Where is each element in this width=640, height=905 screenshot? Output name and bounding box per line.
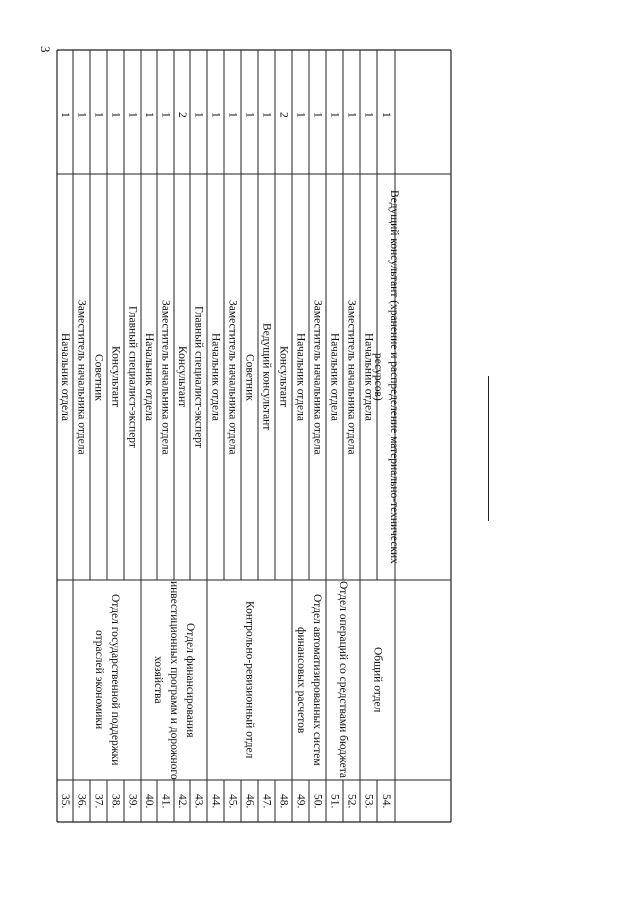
- position-title: Заместитель начальника отдела: [75, 299, 88, 455]
- position-title: Консультант: [277, 346, 290, 408]
- position-title: Советник: [243, 353, 256, 401]
- row-number: 54.: [380, 793, 392, 809]
- row-number: 35.: [59, 793, 71, 809]
- position-title: Начальник отдела: [143, 333, 155, 421]
- staff-count: 1: [328, 112, 341, 118]
- page-number: 3: [38, 46, 53, 53]
- staff-count: 1: [243, 112, 256, 118]
- department-name: Общий отдел: [371, 647, 384, 713]
- row-number: 37.: [92, 793, 105, 809]
- department-name: Отдел государственной поддержки отраслей экономики: [93, 594, 121, 766]
- department-name: Отдел автоматизированных систем финансовых расчетов: [295, 594, 323, 766]
- row-number: 41.: [159, 793, 172, 809]
- department-name: Контрольно-ревизионный отдел: [243, 601, 256, 759]
- staff-count: 1: [59, 112, 71, 118]
- row-number: 44.: [209, 793, 222, 809]
- staff-count: 1: [294, 112, 307, 118]
- position-title: Советник: [92, 353, 105, 401]
- signature-line: [488, 376, 489, 521]
- staff-count: 2: [176, 112, 188, 118]
- staff-count: 1: [226, 112, 239, 118]
- row-number: 42.: [176, 793, 188, 809]
- staff-count: 1: [143, 112, 155, 118]
- row-number: 48.: [277, 793, 290, 809]
- position-title: Начальник отдела: [209, 333, 222, 421]
- position-title: Начальник отдела: [294, 333, 307, 421]
- row-number: 51.: [328, 793, 341, 809]
- row-number: 49.: [294, 793, 307, 809]
- position-title: Ведущий консультант (хранение и распределение материально-технических ресурсов): [372, 190, 400, 564]
- staff-count: 1: [109, 112, 122, 118]
- position-title: Консультант: [109, 346, 122, 408]
- staff-count: 1: [75, 112, 88, 118]
- staff-count: 1: [192, 112, 205, 118]
- row-number: 52.: [345, 793, 358, 809]
- position-title: Заместитель начальника отдела: [311, 299, 324, 455]
- row-number: 50.: [311, 793, 324, 809]
- staff-count: 2: [277, 112, 290, 118]
- position-title: Главный специалист-эксперт: [126, 306, 139, 448]
- staff-count: 1: [260, 112, 273, 118]
- department-name: Отдел операций со средствами бюджета: [337, 581, 349, 779]
- row-number: 47.: [260, 793, 273, 809]
- row-number: 36.: [75, 793, 88, 809]
- department-name: Отдел финансирования инвестиционных программ и дорожного хозяйства: [152, 580, 196, 780]
- row-number: 38.: [109, 793, 122, 809]
- staff-count: 1: [345, 112, 358, 118]
- row-number: 39.: [126, 793, 139, 809]
- row-number: 45.: [226, 793, 239, 809]
- position-title: Ведущий консультант: [260, 323, 273, 431]
- row-number: 46.: [243, 793, 256, 809]
- position-title: Начальник отдела: [328, 333, 341, 421]
- row-number: 43.: [192, 793, 205, 809]
- staff-count: 1: [126, 112, 139, 118]
- staff-count: 1: [159, 112, 172, 118]
- position-title: Заместитель начальника отдела: [159, 299, 172, 455]
- position-title: Заместитель начальника отдела: [226, 299, 239, 455]
- position-title: Главный специалист-эксперт: [192, 306, 205, 448]
- position-title: Заместитель начальника отдела: [345, 299, 358, 455]
- position-title: Начальник отдела: [59, 333, 71, 421]
- position-title: Начальник отдела: [362, 333, 375, 421]
- row-number: 40.: [143, 793, 155, 809]
- staff-count: 1: [92, 112, 105, 118]
- row-number: 53.: [362, 793, 375, 809]
- staff-count: 1: [209, 112, 222, 118]
- staff-count: 1: [311, 112, 324, 118]
- staff-count: 1: [380, 112, 392, 118]
- staff-count: 1: [362, 112, 375, 118]
- position-title: Консультант: [176, 346, 188, 408]
